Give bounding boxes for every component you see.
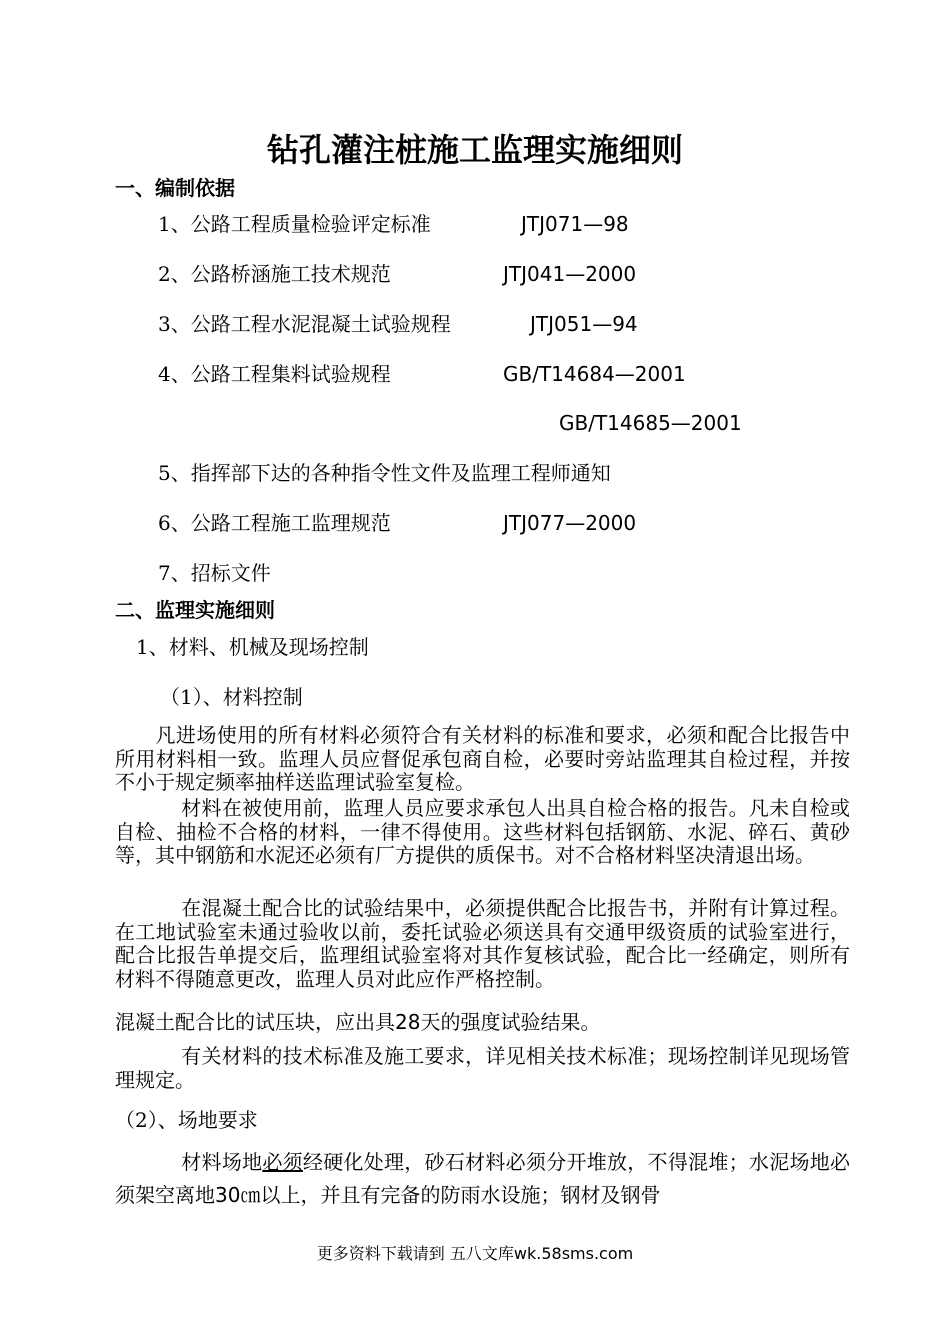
basis-item-1-code: JTJ071—98 [521,212,629,236]
paragraph-5: 有关材料的技术标准及施工要求，详见相关技术标准；现场控制详见现场管理规定。 [115,1044,850,1092]
basis-item-4: 4、公路工程集料试验规程 [158,362,391,386]
subheading-material-control: （1）、材料控制 [160,685,303,709]
subheading-materials-machinery: 1、材料、机械及现场控制 [136,635,369,659]
paragraph-3: 在混凝土配合比的试验结果中，必须提供配合比报告书，并附有计算过程。在工地试验室未通过验收以前，委托试验必须送具有交通甲级资质的试验室进行，配合比报告单提交后，监理组试验室将对其作复核试验，配合比一经确定，则所有材料不得随意更改，监理人员对此应作严格控制。 [115,896,850,991]
section-heading-rules: 二、监理实施细则 [115,598,275,622]
basis-item-5: 5、指挥部下达的各种指令性文件及监理工程师通知 [158,461,611,485]
section-heading-basis: 一、编制依据 [115,176,235,200]
basis-item-4-code: GB/T14684—2001 [503,362,686,386]
basis-item-6-code: JTJ077—2000 [503,511,637,535]
document-title: 钻孔灌注桩施工监理实施细则 [266,131,683,169]
basis-item-1: 1、公路工程质量检验评定标准 [158,212,431,236]
basis-item-2: 2、公路桥涵施工技术规范 [158,262,391,286]
footer-site-link[interactable]: wk.58sms.com [513,1244,634,1263]
basis-item-3-code: JTJ051—94 [530,312,638,336]
basis-item-3: 3、公路工程水泥混凝土试验规程 [158,312,451,336]
basis-item-4-code-2: GB/T14685—2001 [559,411,742,435]
basis-item-6: 6、公路工程施工监理规范 [158,511,391,535]
basis-item-7: 7、招标文件 [158,561,271,585]
paragraph-1: 凡进场使用的所有材料必须符合有关材料的标准和要求，必须和配合比报告中所用材料相一致。监理人员应督促承包商自检，必要时旁站监理其自检过程，并按不小于规定频率抽样送监理试验室复检。 [115,723,850,794]
paragraph-2: 材料在被使用前，监理人员应要求承包人出具自检合格的报告。凡未自检或自检、抽检不合格的材料，一律不得使用。这些材料包括钢筋、水泥、碎石、黄砂等，其中钢筋和水泥还必须有厂方提供的质保书。对不合格材料坚决清退出场。 [115,796,850,867]
page-footer: 更多资料下载请到 五八文库wk.58sms.com [316,1244,634,1263]
paragraph-4: 混凝土配合比的试压块，应出具28天的强度试验结果。 [115,1010,601,1034]
basis-item-2-code: JTJ041—2000 [503,262,637,286]
paragraph-6: 材料场地必须经硬化处理，砂石材料必须分开堆放，不得混堆；水泥场地必须架空离地30㎝以上，并且有完备的防雨水设施；钢材及钢骨 [115,1150,851,1207]
subheading-site-requirements: （2）、场地要求 [115,1108,258,1132]
